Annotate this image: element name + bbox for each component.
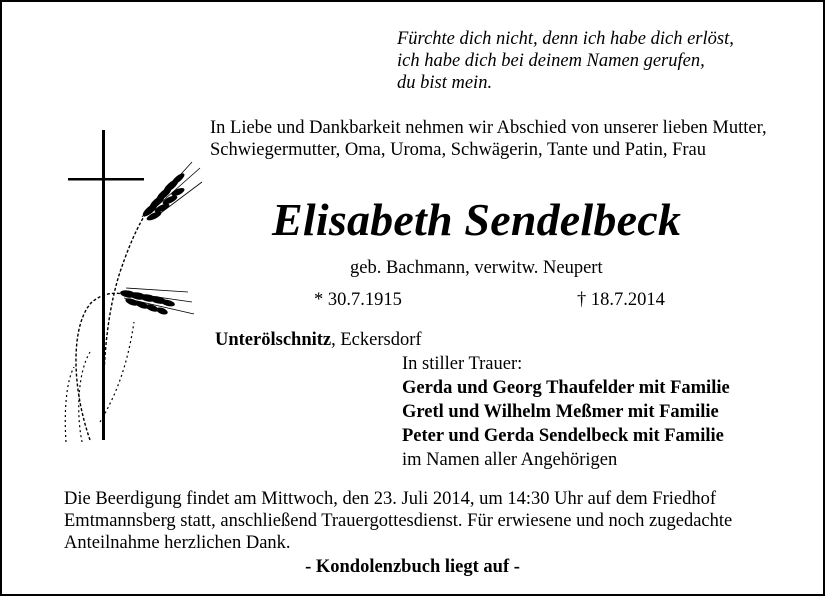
birth-date: * 30.7.1915	[314, 290, 402, 310]
verse-line: du bist mein.	[397, 73, 493, 93]
death-date: † 18.7.2014	[577, 290, 665, 310]
condolence-note: - Kondolenzbuch liegt auf -	[305, 557, 520, 577]
mourners-block	[402, 352, 730, 472]
cross-with-wheat-icon	[42, 122, 212, 442]
funeral-info: Die Beerdigung findet am Mittwoch, den 23. Juli 2014, um 14:30 Uhr auf dem Friedhof Emtmannsberg statt, anschließend Trauergottesdienst. Für erwiesene und noch zugedachte Anteilnahme herzlichen Dank.	[64, 489, 733, 553]
residence	[215, 329, 422, 351]
intro-text: In Liebe und Dankbarkeit nehmen wir Abschied von unserer lieben Mutter, Schwiegermutter, Oma, Uroma, Schwägerin, Tante und Patin, Frau	[210, 118, 767, 160]
mourners-footer: im Namen aller Angehörigen	[402, 450, 618, 470]
mourner-family: Gretl und Wilhelm Meßmer mit Familie	[402, 402, 719, 422]
verse-line: Fürchte dich nicht, denn ich habe dich erlöst,	[397, 29, 734, 49]
mourner-family: Peter und Gerda Sendelbeck mit Familie	[402, 426, 724, 446]
residence-rest: , Eckersdorf	[331, 330, 422, 350]
mourner-family: Gerda und Georg Thaufelder mit Familie	[402, 378, 730, 398]
deceased-name: Elisabeth Sendelbeck	[272, 194, 682, 245]
maiden-name: geb. Bachmann, verwitw. Neupert	[350, 258, 603, 278]
bible-verse	[397, 28, 734, 94]
residence-town: Unterölschnitz	[215, 330, 332, 350]
mourners-heading: In stiller Trauer:	[402, 354, 523, 374]
verse-line: ich habe dich bei deinem Namen gerufen,	[397, 51, 705, 71]
